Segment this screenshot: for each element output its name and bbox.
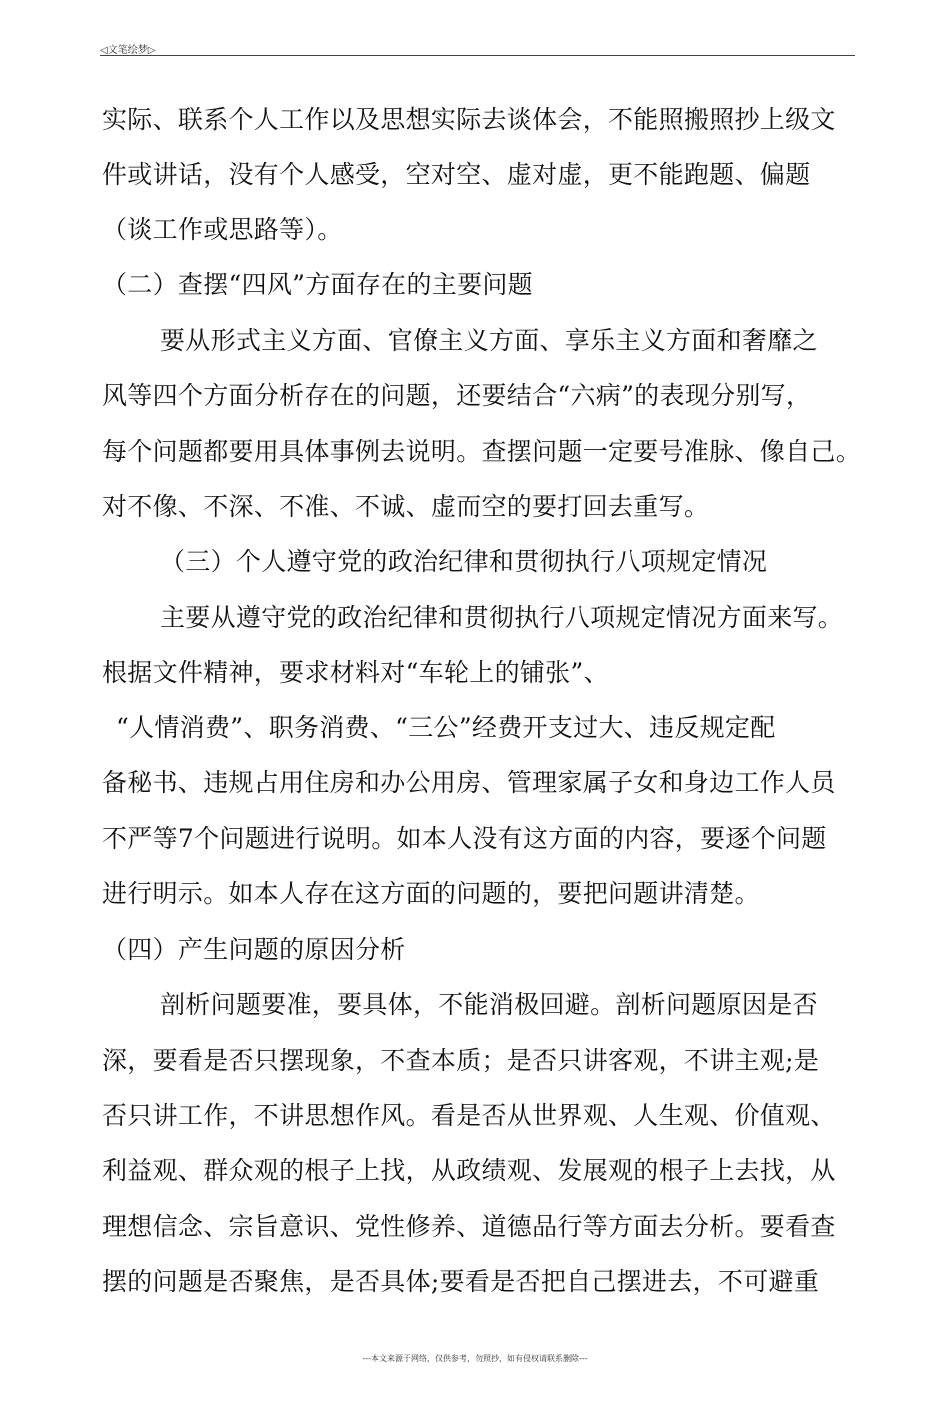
text-line: 实际、联系个人工作以及思想实际去谈体会，不能照搬照抄上级文 <box>102 105 836 134</box>
page-header: ◁文笔绘梦▷ <box>100 45 156 56</box>
text-line: 每个问题都要用具体事例去说明。查摆问题一定要号准脉、像自己。 <box>102 437 862 466</box>
section-heading: （二）查摆“四风”方面存在的主要问题 <box>102 270 533 299</box>
text-line: “人情消费”、职务消费、“三公”经费开支过大、违反规定配 <box>116 713 776 742</box>
page-footer: ---本文来源于网络，仅供参考，勿照抄，如有侵权请联系删除--- <box>362 1354 588 1363</box>
header-rule <box>100 55 855 56</box>
text-line: 不严等7个问题进行说明。如本人没有这方面的内容，要逐个问题 <box>102 824 827 853</box>
text-line: 利益观、群众观的根子上找，从政绩观、发展观的根子上去找，从 <box>102 1156 836 1185</box>
text-line: 深，要看是否只摆现象，不查本质；是否只讲客观，不讲主观;是 <box>102 1046 820 1075</box>
text-line: 根据文件精神，要求材料对“车轮上的铺张”、 <box>102 658 609 687</box>
text-line: 要从形式主义方面、官僚主义方面、享乐主义方面和奢靡之 <box>160 326 818 355</box>
text-line: 件或讲话，没有个人感受，空对空、虚对虚，更不能跑题、偏题 <box>102 160 811 189</box>
text-line: 理想信念、宗旨意识、党性修养、道德品行等方面去分析。要看查 <box>102 1212 836 1241</box>
section-heading: （四）产生问题的原因分析 <box>102 935 406 964</box>
text-line: （谈工作或思路等）。 <box>102 215 343 244</box>
text-line: 摆的问题是否聚焦，是否具体;要看是否把自己摆进去，不可避重 <box>102 1267 820 1296</box>
text-line: 否只讲工作，不讲思想作风。看是否从世界观、人生观、价值观、 <box>102 1101 836 1130</box>
text-line: 备秘书、违规占用住房和办公用房、管理家属子女和身边工作人员 <box>102 768 836 797</box>
section-heading: （三）个人遵守党的政治纪律和贯彻执行八项规定情况 <box>160 547 768 576</box>
text-line: 对不像、不深、不准、不诚、虚而空的要打回去重写。 <box>102 492 710 521</box>
text-line: 进行明示。如本人存在这方面的问题的，要把问题讲清楚。 <box>102 879 760 908</box>
text-line: 剖析问题要准，要具体，不能消极回避。剖析问题原因是否 <box>160 990 818 1019</box>
text-line: 风等四个方面分析存在的问题，还要结合“六病”的表现分别写， <box>102 381 812 410</box>
text-line: 主要从遵守党的政治纪律和贯彻执行八项规定情况方面来写。 <box>160 603 844 632</box>
